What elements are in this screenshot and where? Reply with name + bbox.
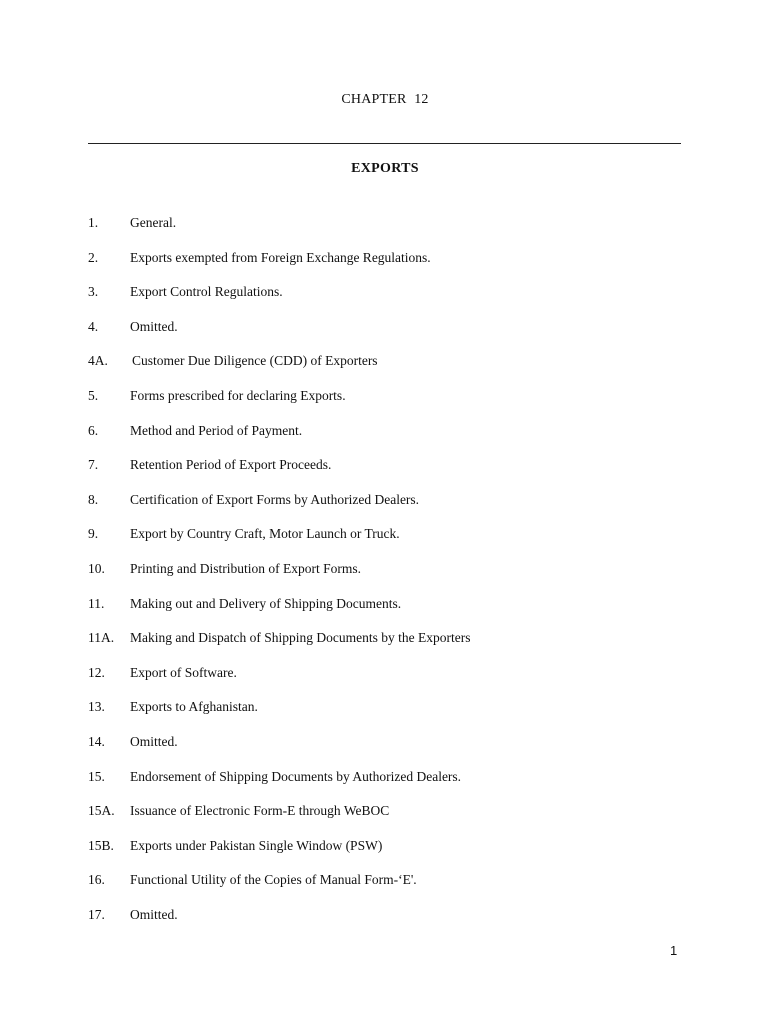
toc-entry	[88, 871, 688, 906]
toc-entry-title: Export by Country Craft, Motor Launch or Truck.	[130, 526, 400, 542]
toc-entry-number: 11.	[88, 595, 105, 611]
toc-entry-number: 4.	[88, 318, 99, 334]
toc-entry-number: 9.	[88, 526, 99, 542]
toc-entry-number: 10.	[88, 560, 105, 576]
toc-entry-number: 17.	[88, 906, 105, 922]
toc-entry-title: Making out and Delivery of Shipping Documents.	[130, 595, 402, 611]
toc-entry	[88, 595, 688, 630]
toc-entry-title: General.	[130, 215, 177, 230]
toc-entry-title: Customer Due Diligence (CDD) of Exporters	[132, 353, 378, 369]
toc-entry	[88, 629, 688, 664]
toc-entry-number: 5.	[88, 387, 99, 403]
section-title: EXPORTS	[351, 161, 419, 176]
toc-entry	[88, 387, 688, 422]
toc-entry-title: Omitted.	[130, 906, 178, 922]
toc-entry	[88, 491, 688, 526]
toc-entry-number: 15A.	[88, 803, 115, 819]
toc-entry-title: Functional Utility of the Copies of Manual Form-‘E'.	[130, 872, 417, 888]
toc-entry-number: 6.	[88, 422, 99, 438]
toc-entry	[88, 768, 688, 803]
toc-entry-number: 4A.	[88, 353, 108, 369]
chapter-heading: CHAPTER 12	[341, 92, 429, 107]
toc-entry	[88, 283, 688, 318]
toc-entry-title: Issuance of Electronic Form-E through WeBOC	[130, 803, 390, 819]
horizontal-rule	[88, 143, 681, 144]
toc-entry	[88, 249, 688, 284]
toc-entry-number: 15.	[88, 768, 105, 784]
toc-entry-title: Making and Dispatch of Shipping Documents by the Exporters	[130, 630, 471, 646]
toc-entry	[88, 837, 688, 872]
toc-entry	[88, 664, 688, 699]
toc-entry-number: 7.	[88, 457, 99, 473]
toc-entry	[88, 422, 688, 457]
toc-entry-title: Endorsement of Shipping Documents by Authorized Dealers.	[130, 768, 462, 784]
toc-entry-title: Printing and Distribution of Export Forms.	[130, 560, 361, 576]
toc-entry	[88, 214, 688, 249]
toc-entry-title: Omitted.	[130, 733, 178, 749]
toc-entry-number: 13.	[88, 699, 105, 715]
page-number: 1	[670, 943, 678, 958]
toc-entry-title: Export Control Regulations.	[130, 284, 283, 300]
toc-entry-number: 8.	[88, 491, 99, 507]
toc-entry-number: 12.	[88, 664, 105, 680]
toc-entry-number: 3.	[88, 284, 99, 300]
toc-entry-title: Exports under Pakistan Single Window (PSW)	[130, 837, 383, 853]
toc-entry-title: Omitted.	[130, 318, 178, 334]
toc-entry-number: 15B.	[88, 837, 114, 853]
toc-entry-number: 16.	[88, 872, 105, 888]
toc-entry-title: Retention Period of Export Proceeds.	[130, 457, 332, 473]
toc-entry	[88, 318, 688, 353]
toc-entry	[88, 733, 688, 768]
toc-entry-number: 14.	[88, 733, 105, 749]
toc-entry-number: 2.	[88, 249, 99, 265]
toc-entry-title: Exports exempted from Foreign Exchange Regulations.	[130, 249, 431, 265]
toc-entry-title: Certification of Export Forms by Authorized Dealers.	[130, 491, 420, 507]
toc-entry-number: 11A.	[88, 630, 115, 646]
toc-entry-title: Exports to Afghanistan.	[130, 699, 258, 715]
toc-entry-title: Forms prescribed for declaring Exports.	[130, 387, 346, 403]
toc-entry-title: Method and Period of Payment.	[130, 422, 303, 438]
toc-entry	[88, 560, 688, 595]
toc-entry	[88, 525, 688, 560]
toc-entry-number: 1.	[88, 215, 99, 230]
toc-entry	[88, 906, 688, 941]
toc-entry	[88, 698, 688, 733]
toc-entry	[88, 352, 688, 387]
toc-entry	[88, 456, 688, 491]
table-of-contents	[88, 214, 688, 940]
toc-entry	[88, 802, 688, 837]
toc-entry-title: Export of Software.	[130, 664, 237, 680]
